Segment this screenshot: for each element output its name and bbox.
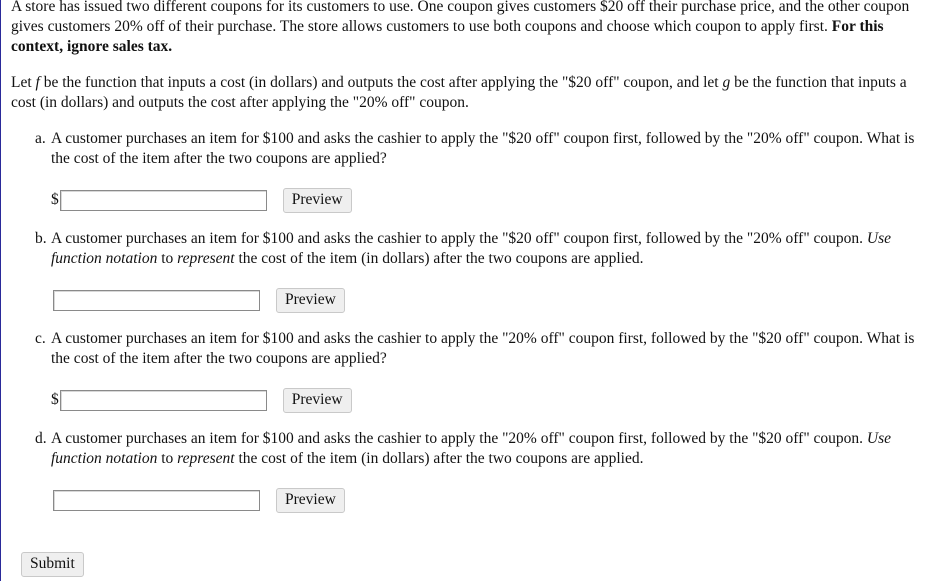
part-c-answer-row <box>51 388 931 412</box>
problem-intro <box>11 0 931 57</box>
part-d-question <box>51 429 931 469</box>
part-c <box>11 329 931 412</box>
dollar-prefix: $ <box>51 191 59 208</box>
function-definitions <box>11 73 931 113</box>
part-d-answer-input[interactable] <box>53 490 260 511</box>
function-g-symbol: g <box>722 74 731 91</box>
dollar-prefix: $ <box>51 391 59 408</box>
function-f-symbol: f <box>35 74 40 91</box>
part-c-question: A customer purchases an item for $100 and asks the cashier to apply the "20% off" coupon first, followed by the "$20 off" coupon. What is the cost of the item after the two coupons are applied? <box>51 330 915 367</box>
part-c-letter: c. <box>35 330 46 347</box>
part-b-answer-row <box>51 288 931 312</box>
submit-button[interactable]: Submit <box>21 552 84 577</box>
part-b-emphasis-1: Use function notation <box>51 230 892 267</box>
problem-content <box>11 0 931 529</box>
part-c-preview-button[interactable]: Preview <box>283 388 352 413</box>
part-b-question <box>51 229 931 269</box>
part-a-answer-row <box>51 188 931 212</box>
part-d-preview-button[interactable]: Preview <box>276 488 345 513</box>
part-d-answer-row <box>51 488 931 512</box>
part-a-answer-input[interactable] <box>60 190 267 211</box>
part-d-text-before: A customer purchases an item for $100 and asks the cashier to apply the "20% off" coupon first, followed by the "$20 off" coupon. <box>51 430 867 447</box>
left-border <box>0 0 1 581</box>
part-d-text-after: the cost of the item (in dollars) after the two coupons are applied. <box>234 450 644 467</box>
intro-bold-note: For this context, ignore sales tax. <box>11 18 884 55</box>
part-b-text-mid: to <box>157 250 178 267</box>
part-c-answer-input[interactable] <box>60 390 267 411</box>
letdef-text-2: be the function that inputs a cost (in dollars) and outputs the cost after applying the "$20 off" coupon, and let <box>39 74 723 91</box>
question-parts <box>11 129 931 512</box>
part-a <box>11 129 931 212</box>
letdef-text-1: Let <box>11 74 36 91</box>
intro-text: A store has issued two different coupons for its customers to use. One coupon gives customers $20 off their purchase price, and the other coupon gives customers 20% off of their purchase. The store allows customers to use both coupons and choose which coupon to apply first. <box>11 0 910 35</box>
part-b-answer-input[interactable] <box>53 290 260 311</box>
part-b <box>11 229 931 312</box>
part-a-question: A customer purchases an item for $100 and asks the cashier to apply the "$20 off" coupon first, followed by the "20% off" coupon. What is the cost of the item after the two coupons are applied? <box>51 130 915 167</box>
letdef-text-3: be the function that inputs a cost (in dollars) and outputs the cost after applying the "20% off" coupon. <box>11 74 907 111</box>
part-a-preview-button[interactable]: Preview <box>283 188 352 213</box>
part-d-emphasis-2: represent <box>177 450 235 467</box>
part-d-emphasis-1: Use function notation <box>51 430 892 467</box>
part-b-letter: b. <box>35 230 47 247</box>
part-a-letter: a. <box>35 130 46 147</box>
part-d <box>11 429 931 512</box>
part-d-letter: d. <box>35 430 47 447</box>
part-b-emphasis-2: represent <box>177 250 235 267</box>
part-b-text-after: the cost of the item (in dollars) after the two coupons are applied. <box>234 250 644 267</box>
part-d-text-mid: to <box>157 450 178 467</box>
part-b-preview-button[interactable]: Preview <box>276 288 345 313</box>
part-b-text-before: A customer purchases an item for $100 and asks the cashier to apply the "$20 off" coupon first, followed by the "20% off" coupon. <box>51 230 867 247</box>
